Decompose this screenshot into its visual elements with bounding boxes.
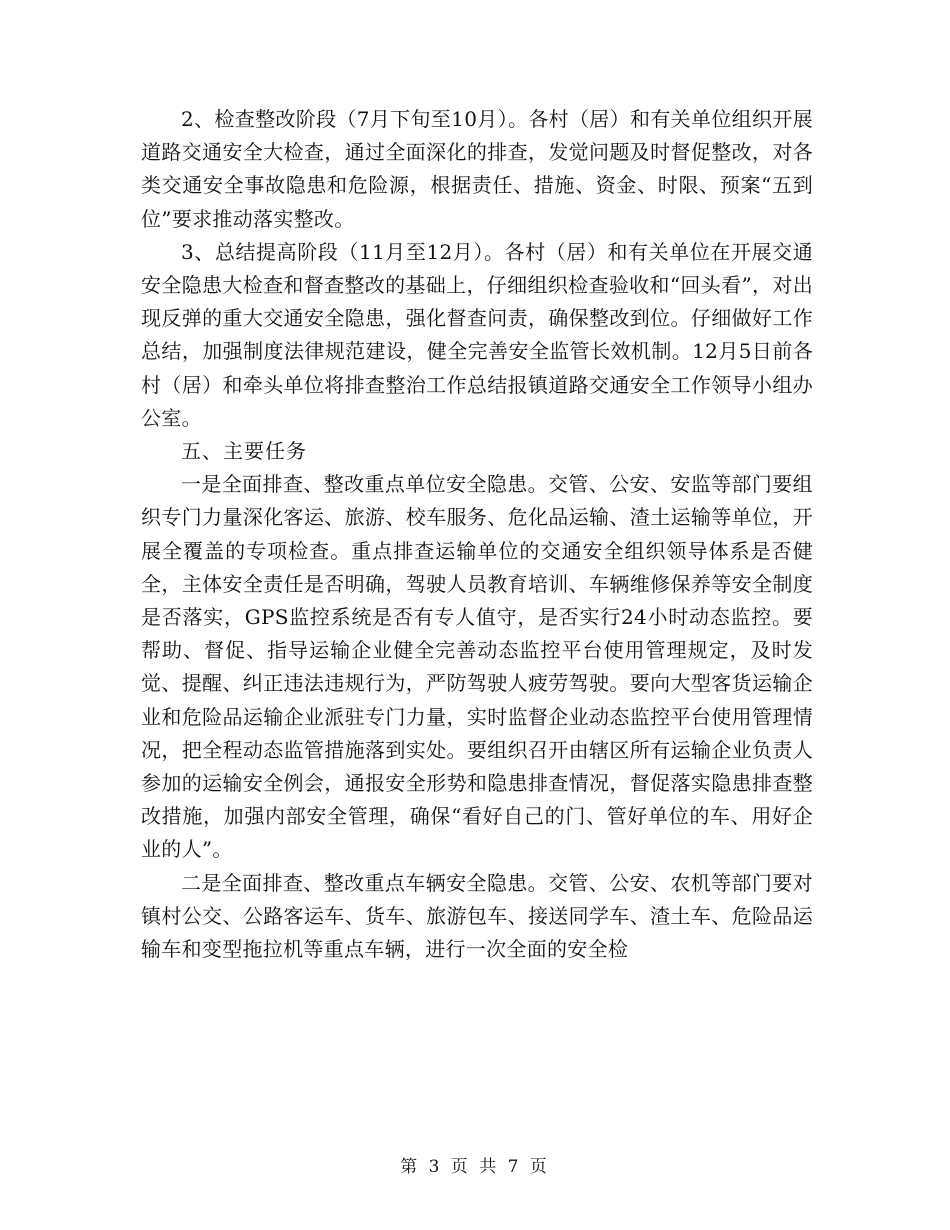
document-body — [141, 103, 813, 966]
section-heading-main-tasks: 五、主要任务 — [181, 439, 307, 464]
paragraph-task-1: 一是全面排查、整改重点单位安全隐患。交管、公安、安监等部门要组织专门力量深化客运、旅游、校车服务、危化品运输、渣土运输等单位，开展全覆盖的专项检查。重点排查运输单位的交通安全组织领导体系是否健全，主体安全责任是否明确，驾驶人员教育培训、车辆维修保养等安全制度是否落实，GPS监控系统是否有专人值守，是否实行24小时动态监控。要帮助、督促、指导运输企业健全完善动态监控平台使用管理规定，及时发觉、提醒、纠正违法违规行为，严防驾驶人疲劳驾驶。要向大型客货运输企业和危险品运输企业派驻专门力量，实时监督企业动态监控平台使用管理情况，把全程动态监管措施落到实处。要组织召开由辖区所有运输企业负责人参加的运输安全例会，通报安全形势和隐患排查情况，督促落实隐患排查整改措施，加强内部安全管理，确保“看好自己的门、管好单位的车、用好企业的人”。 — [141, 472, 813, 862]
paragraph-stage-2: 2、检查整改阶段（7月下旬至10月）。各村（居）和有关单位组织开展道路交通安全大检查，通过全面深化的排查，发觉问题及时督促整改，对各类交通安全事故隐患和危险源，根据责任、措施、资金、时限、预案“五到位”要求推动落实整改。 — [141, 107, 813, 231]
paragraph-stage-3: 3、总结提高阶段（11月至12月）。各村（居）和有关单位在开展交通安全隐患大检查和督查整改的基础上，仔细组织检查验收和“回头看”，对出现反弹的重大交通安全隐患，强化督查问责，确保整改到位。仔细做好工作总结，加强制度法律规范建设，健全完善安全监管长效机制。12月5日前各村（居）和牵头单位将排查整治工作总结报镇道路交通安全工作领导小组办公室。 — [141, 239, 813, 430]
page-footer: 第 3 页 共 7 页 — [400, 1157, 550, 1177]
paragraph-task-2: 二是全面排查、整改重点车辆安全隐患。交管、公安、农机等部门要对镇村公交、公路客运车、货车、旅游包车、接送同学车、渣土车、危险品运输车和变型拖拉机等重点车辆，进行一次全面的安全检 — [141, 870, 813, 962]
